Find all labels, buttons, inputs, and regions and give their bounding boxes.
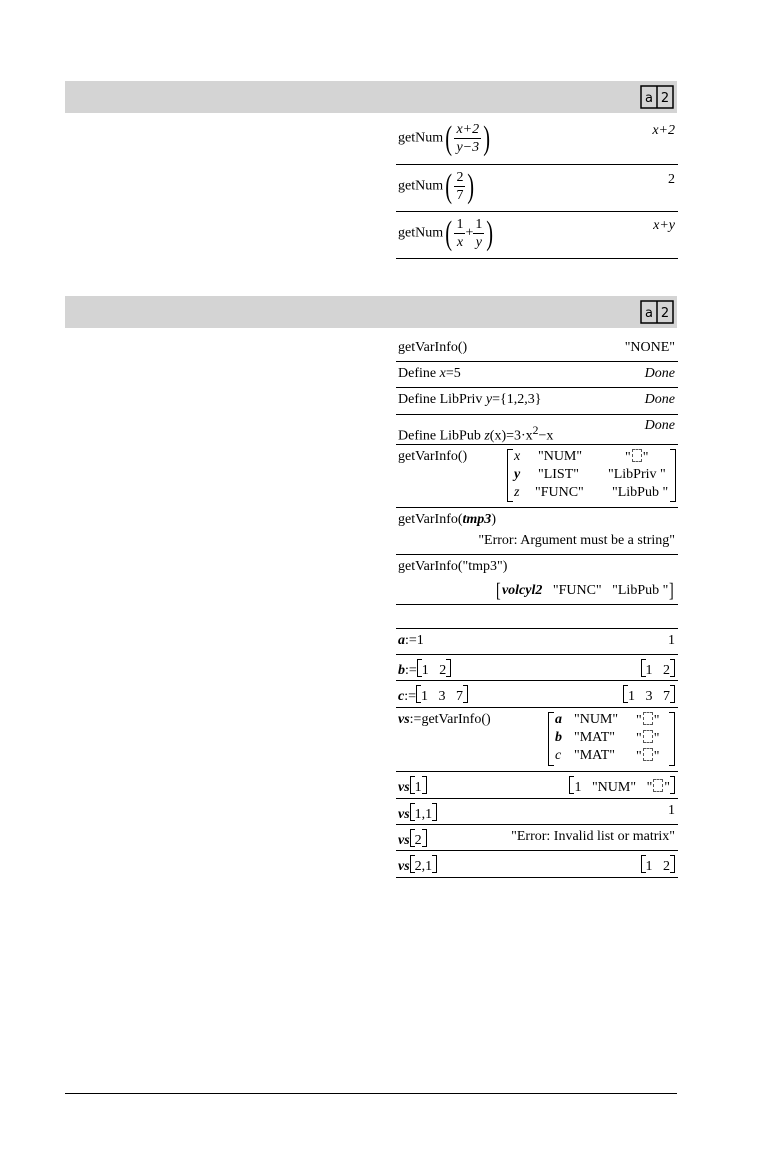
example-row: getVarInfo() "NONE" — [396, 336, 678, 362]
example-row: b:= 1 2 1 2 — [396, 655, 678, 681]
example-row: Define LibPub $z(x)=3\cdot x^2-x$ Done — [396, 415, 678, 445]
example-row: getVarInfo("tmp3") [volcyl2 "FUNC" "LibPub "] — [396, 555, 678, 605]
getvarinfo-list-examples — [396, 628, 678, 878]
fraction: $\frac{1}{y}$ — [475, 217, 483, 250]
example-row: vs 1 1 "NUM" " " — [396, 772, 678, 799]
example-row: vs:=getVarInfo() a "NUM" " " b "MAT" " " c "MAT" " " — [396, 708, 678, 772]
getnum-examples — [396, 115, 678, 259]
fraction: $\frac{2}{7}$ — [456, 170, 464, 203]
example-row: Define x=5 Done — [396, 362, 678, 388]
svg-text:a: a — [645, 91, 653, 106]
example-row: vs 2 "Error: Invalid list or matrix" — [396, 825, 678, 851]
result-matrix: x "NUM" " " y "LIST" "LibPriv " z "FUNC" "LibPub " — [507, 449, 676, 502]
example-row: c:= 1 3 7 1 3 7 — [396, 681, 678, 708]
empty-box-icon — [643, 712, 653, 725]
example-row: getNum( $\frac{2}{7}$ ) 2 — [396, 165, 678, 212]
empty-box-icon — [653, 779, 663, 792]
example-row: getNum( $\frac{x+2}{y-3}$ ) x+2 — [396, 115, 678, 165]
example-row: Define LibPriv y={1,2,3} Done — [396, 388, 678, 415]
example-row: getVarInfo() x "NUM" " " y "LIST" "LibPriv " z "FUNC" "LibPub " — [396, 445, 678, 508]
example-row: getVarInfo(tmp3) "Error: Argument must be a string" — [396, 508, 678, 555]
section-header-bar — [65, 296, 677, 328]
example-row: a:=1 1 — [396, 629, 678, 655]
empty-box-icon — [643, 730, 653, 743]
result: x+2 — [652, 123, 675, 138]
svg-text:a: a — [645, 306, 653, 321]
fraction: $\frac{1}{x}$ — [456, 217, 464, 250]
footer-divider — [65, 1093, 677, 1094]
svg-text:2: 2 — [660, 306, 670, 321]
svg-text:2: 2 — [660, 91, 670, 106]
result: 2 — [668, 172, 675, 187]
empty-box-icon — [643, 748, 653, 761]
fraction: $\frac{x+2}{y-3}$ — [456, 122, 480, 155]
empty-box-icon — [632, 449, 642, 462]
section-header-bar — [65, 81, 677, 113]
catalog-book-icon — [640, 85, 674, 109]
getvarinfo-examples — [396, 336, 678, 605]
example-row: getNum( $\frac{1}{x}$ + $\frac{1}{y}$ ) x+y — [396, 212, 678, 259]
catalog-book-icon — [640, 300, 674, 324]
result: x+y — [653, 218, 675, 233]
function-name: getNum — [398, 130, 444, 146]
example-row: vs 1,1 1 — [396, 799, 678, 825]
result-matrix: a "NUM" " " b "MAT" " " c "MAT" " " — [548, 712, 675, 766]
example-row: vs 2,1 1 2 — [396, 851, 678, 878]
